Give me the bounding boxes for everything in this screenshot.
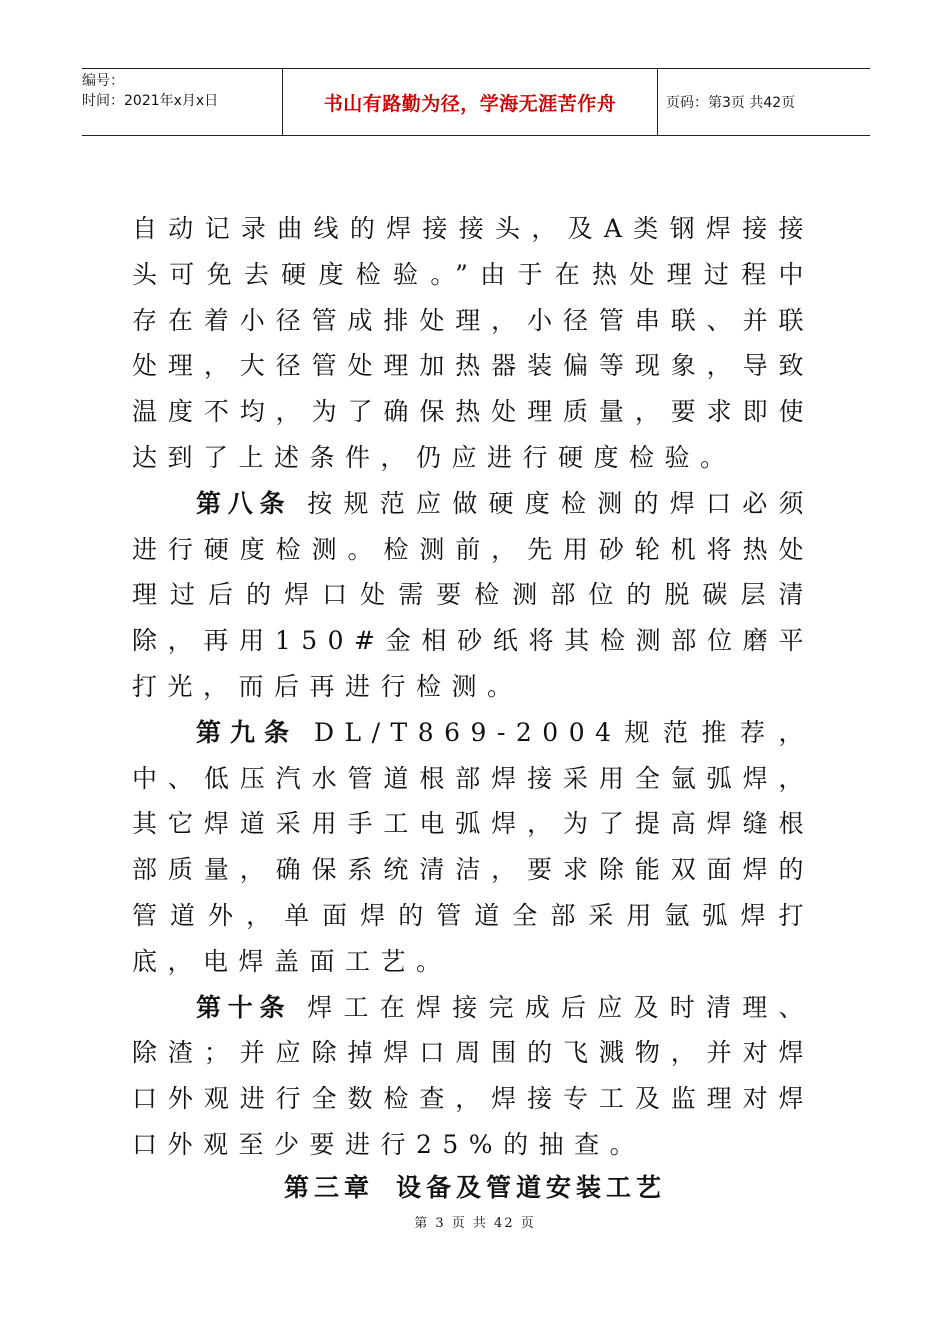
page-header: [82, 68, 870, 136]
page-footer: 第 3 页 共 42 页: [414, 1216, 536, 1231]
article-number: 第十条: [196, 992, 292, 1022]
article-ten: [132, 985, 814, 1168]
header-page-info: 页码：第3页 共42页: [666, 95, 796, 111]
paragraph-text: 焊工在焊接完成后应及时清理、除渣；并应除掉焊口周围的飞溅物，并对焊口外观进行全数检查，焊接专工及监理对焊口外观至少要进行25%的抽查。: [132, 992, 814, 1159]
chapter-number: 第三章: [283, 1173, 374, 1202]
document-number-label: 编号：: [82, 73, 124, 89]
document-body: [132, 206, 814, 1168]
paragraph-text: DL/T869-2004规范推荐，中、低压汽水管道根部焊接采用全氩弧焊，其它焊道采用手工电弧焊，为了提高焊缝根部质量，确保系统清洁，要求除能双面焊的管道外，单面焊的管道全部采用氩弧焊打底，电焊盖面工艺。: [132, 717, 814, 976]
paragraph-continued: [132, 206, 814, 481]
paragraph-text: 自动记录曲线的焊接接头，及A类钢焊接接头可免去硬度检验。”由于在热处理过程中存在着小径管成排处理，小径管串联、并联处理，大径管处理加热器装偏等现象，导致温度不均，为了确保热处理质量，要求即使达到了上述条件，仍应进行硬度检验。: [132, 214, 814, 472]
article-number: 第八条: [196, 488, 292, 518]
paragraph-text: 按规范应做硬度检测的焊口必须进行硬度检测。检测前，先用砂轮机将热处理过后的焊口处需要检测部位的脱碳层清除，再用150#金相砂纸将其检测部位磨平打光，而后再进行检测。: [132, 488, 814, 701]
article-number: 第九条: [196, 717, 298, 747]
chapter-heading: [0, 1168, 950, 1204]
chapter-title: 设备及管道安装工艺: [396, 1173, 667, 1202]
article-eight: [132, 481, 814, 710]
header-motto: 书山有路勤为径，学海无涯苦作舟: [282, 69, 658, 135]
document-time-label: 时间：2021年x月x日: [82, 93, 219, 109]
header-meta: [82, 69, 282, 135]
article-nine: [132, 710, 814, 985]
